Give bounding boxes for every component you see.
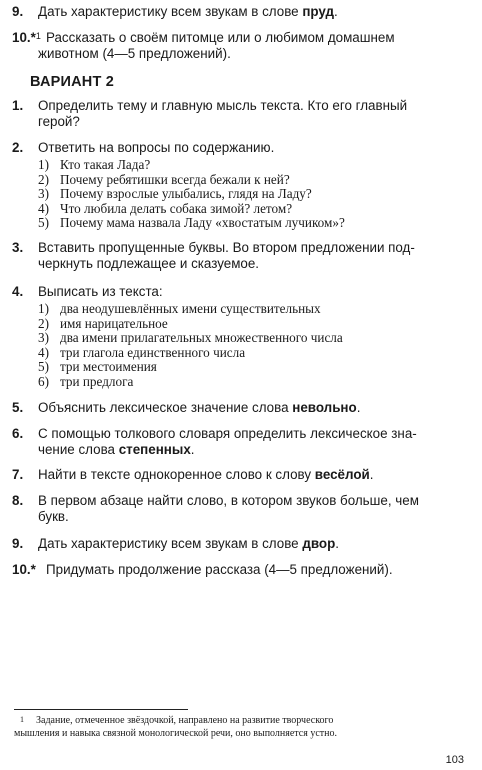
task-number: 10.*$^1$ [12, 30, 41, 45]
task-text-line: В первом абзаце найти слово, в котором звуков больше, чем [38, 493, 419, 508]
footnote-line: мышления и навыка связной монологической речи, оно выполняется устно. [14, 727, 337, 739]
task-number: 8. [12, 493, 24, 508]
task-text-end: . [334, 4, 338, 19]
list-item: 5) Почему мама назвала Ладу «хвостатым лучиком»? [38, 215, 345, 231]
task-4-items [38, 302, 470, 390]
task-number: 6. [12, 426, 24, 441]
task-text-line: Рассказать о своём питомце или о любимом домашнем [46, 30, 395, 45]
task-9-previous [12, 4, 470, 20]
footnote-line: 1 Задание, отмеченное звёздочкой, направлено на развитие творческого [14, 715, 468, 728]
list-item: 3) Почему взрослые улыбались, глядя на Ладу? [38, 186, 312, 202]
list-item: 5) три местоимения [38, 359, 157, 375]
task-number: 4. [12, 284, 24, 299]
task-text: Найти в тексте однокоренное слово к слову [38, 467, 315, 482]
list-item: 3) два имени прилагательных множественного числа [38, 330, 343, 346]
task-5: 5. Объяснить лексическое значение слова невольно. [12, 400, 361, 415]
list-item: 1) Кто такая Лада? [38, 157, 151, 172]
task-number: 5. [12, 400, 24, 415]
footnote-divider [14, 709, 188, 710]
page-number: 103 [445, 754, 464, 766]
task-text-line: животном (4—5 предложений). [38, 46, 231, 61]
task-number: 7. [12, 467, 24, 482]
task-number: 10.* [12, 562, 36, 577]
task-number: 9. [12, 4, 24, 19]
task-text-line: Вставить пропущенные буквы. Во втором предложении под- [38, 240, 415, 255]
task-text-line: черкнуть подлежащее и сказуемое. [38, 256, 260, 271]
task-keyword: невольно [292, 400, 357, 415]
task-text-line: герой? [38, 114, 80, 129]
list-item: 2) Почему ребятишки всегда бежали к ней? [38, 171, 290, 187]
list-item: 1) два неодушевлённых имени существительных [38, 301, 321, 316]
task-text: Объяснить лексическое значение слова [38, 400, 293, 415]
task-keyword: двор [302, 536, 336, 551]
task-4 [12, 284, 470, 300]
task-9: 9. Дать характеристику всем звукам в слове двор. [12, 536, 339, 551]
task-text-line: Определить тему и главную мысль текста. Кто его главный [38, 98, 408, 113]
list-item: 4) Что любила делать собака зимой? летом? [38, 200, 293, 216]
task-number: 9. [12, 536, 24, 551]
footnote-ref: 1 [35, 31, 41, 41]
task-text-line: Ответить на вопросы по содержанию. [38, 140, 275, 155]
task-10 [12, 562, 470, 578]
task-7: 7. Найти в тексте однокоренное слово к слову весёлой. [12, 467, 374, 482]
task-text: Придумать продолжение рассказа (4—5 предложений). [46, 562, 393, 577]
task-keyword: весёлой [314, 467, 370, 482]
task-number: 3. [12, 240, 24, 255]
task-text-line: Выписать из текста: [38, 284, 163, 299]
task-6 [12, 426, 470, 458]
task-text-line: С помощью толкового словаря определить лексическое зна- [38, 426, 417, 441]
task-keyword: пруд [302, 4, 335, 19]
task-text-line: чение слова степенных. [38, 442, 195, 457]
list-item: 2) имя нарицательное [38, 315, 168, 331]
task-10-previous [12, 30, 470, 62]
task-text: Дать характеристику всем звукам в слове [38, 4, 303, 19]
variant-title: ВАРИАНТ 2 [30, 74, 115, 90]
list-item: 4) три глагола единственного числа [38, 344, 246, 360]
task-1 [12, 98, 470, 130]
footnote-number: 1 [20, 715, 24, 724]
task-number: 2. [12, 140, 24, 155]
task-text-line: букв. [38, 509, 69, 524]
task-text: Дать характеристику всем звукам в слове [38, 536, 303, 551]
list-item: 6) три предлога [38, 373, 134, 389]
task-keyword: степенных [118, 442, 191, 457]
task-3 [12, 240, 470, 272]
task-2-questions [38, 158, 470, 231]
task-2 [12, 140, 470, 156]
task-8 [12, 493, 470, 525]
task-number: 1. [12, 98, 24, 113]
footnote [14, 715, 468, 740]
